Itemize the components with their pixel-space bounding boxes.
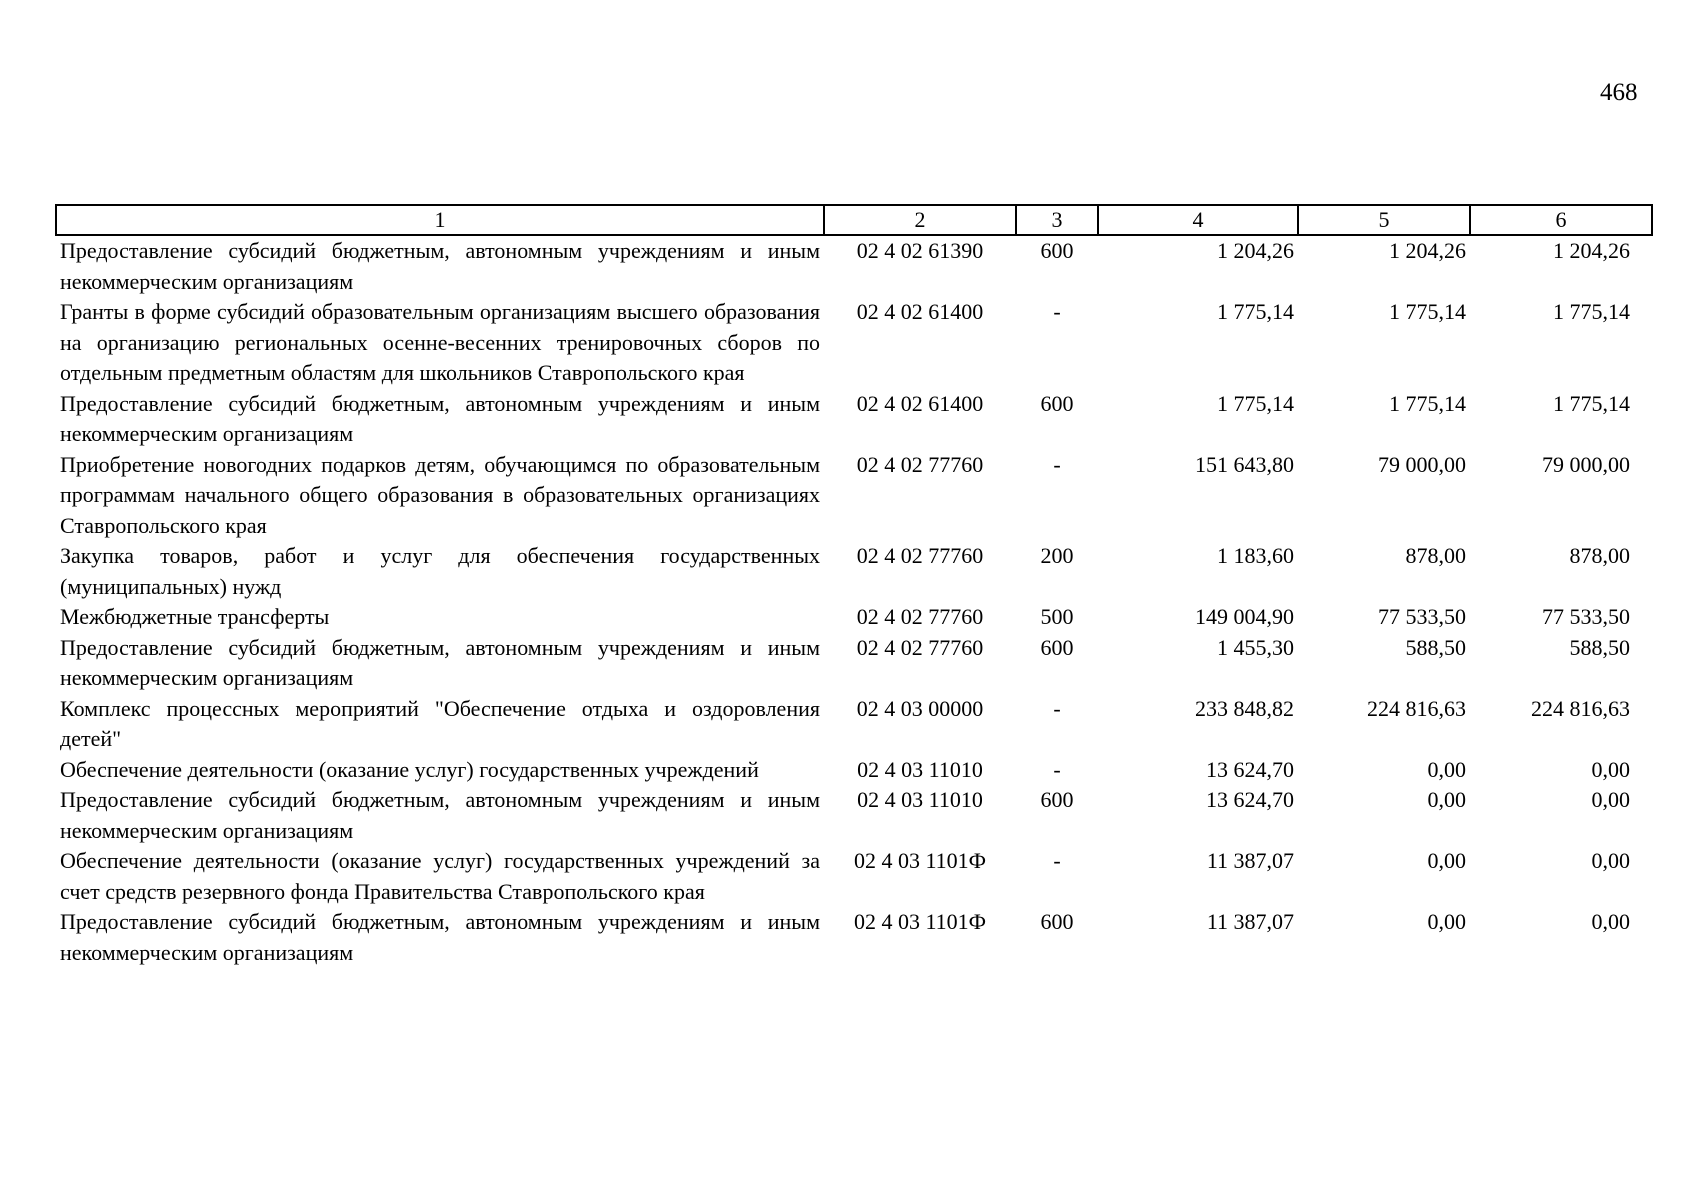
- row-value-col4: 1 775,14: [1217, 299, 1294, 324]
- table-row: [56, 389, 1652, 450]
- table-row: [56, 755, 1652, 786]
- row-value-col5: 79 000,00: [1378, 451, 1466, 477]
- table-row: [56, 633, 1652, 694]
- row-expense-type: -: [1053, 299, 1061, 324]
- row-value-col5: 0,00: [1427, 756, 1466, 782]
- row-target-code: 02 4 02 77760: [856, 451, 984, 477]
- row-name: Предоставление субсидий бюджетным, автономным учреждениям и иным некоммерческим организациям: [60, 238, 820, 294]
- row-expense-type: -: [1053, 848, 1061, 873]
- row-value-col5: 0,00: [1427, 909, 1466, 934]
- row-value-col6: 0,00: [1591, 909, 1630, 934]
- row-value-col5: 77 533,50: [1378, 604, 1466, 629]
- row-value-col6: 1 775,14: [1553, 390, 1630, 416]
- row-expense-type: 600: [1040, 390, 1074, 416]
- row-value-col4: 13 624,70: [1206, 787, 1294, 812]
- row-name: Гранты в форме субсидий образовательным организациям высшего образования на организацию региональных осенне-весенних тренировочных сборов по отдельным предметным областям для школьников Ставропольского края: [60, 299, 820, 385]
- table-body: [56, 235, 1652, 968]
- row-expense-type: 600: [1040, 238, 1074, 263]
- row-value-col6: 588,50: [1569, 634, 1630, 660]
- row-value-col4: 233 848,82: [1195, 695, 1294, 721]
- column-header-3: 3: [1016, 205, 1098, 235]
- row-value-col4: 1 183,60: [1217, 543, 1294, 568]
- row-name: Приобретение новогодних подарков детям, обучающимся по образовательным программам начального общего образования в образовательных организациях Ставропольского края: [60, 451, 820, 538]
- row-value-col6: 77 533,50: [1542, 604, 1630, 629]
- row-value-col6: 79 000,00: [1542, 451, 1630, 477]
- row-value-col4: 1 455,30: [1217, 634, 1294, 660]
- row-value-col4: 11 387,07: [1206, 909, 1294, 934]
- table-row: [56, 846, 1652, 907]
- row-name: Предоставление субсидий бюджетным, автономным учреждениям и иным некоммерческим организациям: [60, 390, 820, 446]
- row-name: Обеспечение деятельности (оказание услуг) государственных учреждений за счет средств резервного фонда Правительства Ставропольского края: [60, 848, 820, 904]
- row-value-col6: 0,00: [1591, 787, 1630, 812]
- row-expense-type: 200: [1040, 543, 1074, 568]
- column-header-1: 1: [56, 205, 824, 235]
- row-value-col5: 1 775,14: [1389, 299, 1466, 324]
- row-target-code: 02 4 02 77760: [856, 543, 984, 568]
- row-target-code: 02 4 03 1101Ф: [853, 909, 987, 934]
- row-target-code: 02 4 02 77760: [856, 634, 984, 660]
- table-row: [56, 541, 1652, 602]
- row-expense-type: -: [1053, 451, 1061, 477]
- row-expense-type: 600: [1040, 787, 1074, 812]
- row-expense-type: -: [1053, 695, 1061, 721]
- budget-table: [55, 204, 1653, 968]
- row-value-col6: 0,00: [1591, 848, 1630, 873]
- row-target-code: 02 4 02 77760: [856, 604, 984, 629]
- row-target-code: 02 4 03 11010: [857, 756, 983, 782]
- row-value-col4: 11 387,07: [1206, 848, 1294, 873]
- row-value-col4: 151 643,80: [1195, 451, 1294, 477]
- row-target-code: 02 4 02 61400: [856, 299, 984, 324]
- row-name: Комплекс процессных мероприятий "Обеспечение отдыха и оздоровления детей": [60, 695, 820, 751]
- row-value-col5: 224 816,63: [1367, 695, 1466, 721]
- table-row: [56, 785, 1652, 846]
- row-value-col6: 0,00: [1591, 756, 1630, 782]
- table-row: [56, 907, 1652, 968]
- row-name: Предоставление субсидий бюджетным, автономным учреждениям и иным некоммерческим организациям: [60, 634, 820, 690]
- table-row: [56, 602, 1652, 633]
- page-number: 468: [1600, 79, 1638, 106]
- table-header: [56, 205, 1652, 235]
- row-value-col6: 878,00: [1569, 543, 1630, 568]
- row-target-code: 02 4 03 1101Ф: [853, 848, 987, 873]
- table-row: [56, 450, 1652, 542]
- table-row: [56, 297, 1652, 389]
- header-row: [56, 205, 1652, 235]
- row-value-col5: 878,00: [1405, 543, 1466, 568]
- row-value-col5: 0,00: [1427, 787, 1466, 812]
- row-name: Обеспечение деятельности (оказание услуг) государственных учреждений: [60, 756, 759, 782]
- row-expense-type: 500: [1040, 604, 1074, 629]
- column-header-4: 4: [1098, 205, 1298, 235]
- row-value-col6: 224 816,63: [1531, 695, 1630, 721]
- row-value-col4: 1 204,26: [1217, 238, 1294, 263]
- row-target-code: 02 4 03 11010: [857, 787, 983, 812]
- row-value-col5: 1 204,26: [1389, 238, 1466, 263]
- row-value-col4: 149 004,90: [1195, 604, 1294, 629]
- row-value-col4: 13 624,70: [1206, 756, 1294, 782]
- row-expense-type: 600: [1040, 634, 1074, 660]
- row-value-col5: 0,00: [1427, 848, 1466, 873]
- row-value-col4: 1 775,14: [1217, 390, 1294, 416]
- row-expense-type: -: [1053, 756, 1061, 782]
- table-row: [56, 235, 1652, 297]
- row-target-code: 02 4 02 61400: [856, 390, 984, 416]
- column-header-6: 6: [1470, 205, 1652, 235]
- row-target-code: 02 4 03 00000: [856, 695, 984, 721]
- row-expense-type: 600: [1040, 909, 1074, 934]
- row-value-col6: 1 204,26: [1553, 238, 1630, 263]
- row-value-col6: 1 775,14: [1553, 299, 1630, 324]
- column-header-2: 2: [824, 205, 1016, 235]
- row-value-col5: 588,50: [1405, 634, 1466, 660]
- row-value-col5: 1 775,14: [1389, 390, 1466, 416]
- row-name: Предоставление субсидий бюджетным, автономным учреждениям и иным некоммерческим организациям: [60, 787, 820, 843]
- row-name: Межбюджетные трансферты: [60, 604, 330, 629]
- row-name: Закупка товаров, работ и услуг для обеспечения государственных (муниципальных) нужд: [60, 543, 820, 599]
- table-row: [56, 694, 1652, 755]
- row-target-code: 02 4 02 61390: [856, 238, 984, 263]
- row-name: Предоставление субсидий бюджетным, автономным учреждениям и иным некоммерческим организациям: [60, 909, 820, 965]
- column-header-5: 5: [1298, 205, 1470, 235]
